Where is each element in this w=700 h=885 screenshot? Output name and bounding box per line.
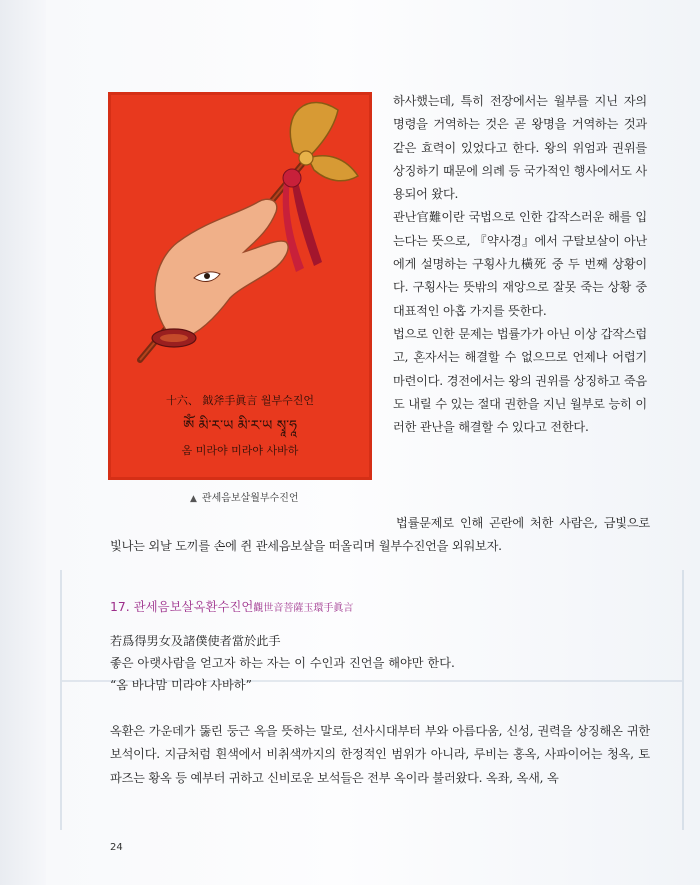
line-hanja: 若爲得男女及諸僕使者當於此手 [110,634,281,648]
section-heading [110,597,353,615]
hand-holding-axe-image [108,92,372,480]
bottom-paragraph-text: 법률문제로 인해 곤란에 처한 사람은, 금빛으로 빛나는 외날 도끼를 손에 쥔 관세음보살을 떠올리며 월부수진언을 외워보자. [110,516,650,554]
section-intro-lines [110,630,650,696]
section-title-text: 관세음보살옥환수진언 [133,599,254,614]
mantra-illustration [108,92,372,480]
paragraph: 법으로 인한 문제는 법률가가 아닌 이상 갑작스럽고, 혼자서는 해결할 수 없으므로 언제나 어렵기 마련이다. 경전에서는 왕의 권위를 상징하고 죽음도 내릴 수 있는 절대 권한을 지닌 월부로 능히 이러한 관난을 해결할 수 있다고 전한다. [393,326,647,435]
paragraph: 하사했는데, 특히 전장에서는 월부를 지닌 자의 명령을 거역하는 것은 곧 왕명을 거역하는 것과 같은 효력이 있었다고 한다. 왕의 위엄과 권위를 상징하기 때문에 의례 등 국가적인 행사에서도 사용되어 왔다. [393,94,647,202]
mantra-line: “옴 바나맘 미라야 사바하” [110,678,252,692]
bottom-paragraph [110,512,650,559]
inscription-line-1: 十六、 鉞斧手眞言 월부수진언 [165,394,315,407]
paragraph: 관난官難이란 국법으로 인한 갑작스러운 해를 입는다는 뜻으로, 『약사경』에서 구탈보살이 아난에게 설명하는 구횡사九橫死 중 두 번째 상황이다. 구횡사는 뜻밖의 재앙으로 잘못 죽는 상황 중 대표적인 아홉 가지를 뜻한다. [393,210,647,318]
page-number: 24 [110,842,123,853]
section-number: 17. [110,599,130,614]
figure-caption [190,489,299,504]
right-column-text [393,90,647,439]
inscription-line-2: ཨོཾ མི་ར་ཡ མི་ར་ཡ སྭཱ་ཧཱ [183,418,297,434]
figure-caption-text: 관세음보살월부수진언 [201,493,299,504]
section-title-hanja: 觀世音菩薩玉環手眞言 [253,603,354,614]
inscription-line-3: 옴 미라야 미라야 사바하 [181,444,299,457]
line-korean: 좋은 아랫사람을 얻고자 하는 자는 이 수인과 진언을 해야만 한다. [110,656,455,670]
page-gutter [0,0,46,885]
triangle-icon: ▲ [190,494,197,504]
section-paragraph: 옥환은 가운데가 뚫린 둥근 옥을 뜻하는 말로, 선사시대부터 부와 아름다움, 신성, 권력을 상징해온 귀한 보석이다. 지금처럼 흰색에서 비취색까지의 한정적인 범위가 아니라, 루비는 홍옥, 사파이어는 청옥, 토파즈는 황옥 등 예부터 귀하고 신비로운 보석들은 전부 옥이라 불러왔다. 옥좌, 옥새, 옥 [110,724,650,785]
